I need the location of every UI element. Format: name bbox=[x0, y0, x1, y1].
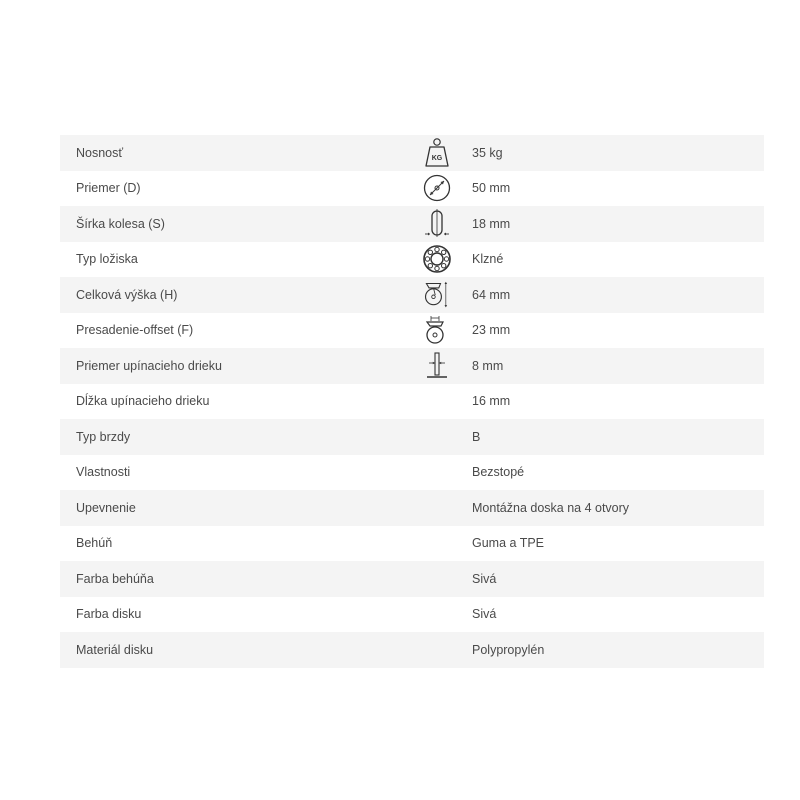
spec-row-properties bbox=[60, 455, 764, 491]
spec-value: 50 mm bbox=[472, 181, 511, 196]
spec-label: Vlastnosti bbox=[76, 465, 131, 480]
total-height-icon bbox=[422, 277, 452, 313]
spec-value: 8 mm bbox=[472, 358, 504, 373]
spec-value: Sivá bbox=[472, 571, 497, 586]
spec-value: 64 mm bbox=[472, 287, 511, 302]
spec-value: Sivá bbox=[472, 607, 497, 622]
spec-value: Guma a TPE bbox=[472, 536, 545, 551]
spec-row-wheel-width bbox=[60, 206, 764, 242]
spec-value: 18 mm bbox=[472, 216, 511, 231]
spec-label: Dĺžka upínacieho drieku bbox=[76, 394, 210, 409]
spec-label: Presadenie-offset (F) bbox=[76, 323, 194, 338]
spec-value: Polypropylén bbox=[472, 642, 545, 657]
spec-label: Typ ložiska bbox=[76, 252, 138, 267]
spec-value: B bbox=[472, 429, 481, 444]
stem-diameter-icon bbox=[422, 348, 452, 384]
spec-row-stem-length bbox=[60, 384, 764, 420]
spec-row-total-height bbox=[60, 277, 764, 313]
spec-value: Bezstopé bbox=[472, 465, 525, 480]
spec-row-tread bbox=[60, 526, 764, 562]
spec-row-bearing-type bbox=[60, 242, 764, 278]
spec-label: Nosnosť bbox=[76, 145, 124, 160]
spec-row-brake-type bbox=[60, 419, 764, 455]
spec-label: Farba behúňa bbox=[76, 571, 154, 586]
spec-row-stem-diameter bbox=[60, 348, 764, 384]
bearing-icon bbox=[422, 242, 452, 278]
spec-row-offset bbox=[60, 313, 764, 349]
spec-value: Montážna doska na 4 otvory bbox=[472, 500, 630, 515]
diameter-icon bbox=[422, 171, 452, 207]
spec-label: Typ brzdy bbox=[76, 429, 131, 444]
spec-label: Materiál disku bbox=[76, 642, 154, 657]
svg-text:KG: KG bbox=[431, 154, 443, 162]
spec-value: 35 kg bbox=[472, 145, 503, 160]
spec-label: Celková výška (H) bbox=[76, 287, 178, 302]
wheel-width-icon bbox=[422, 206, 452, 242]
offset-icon bbox=[422, 313, 452, 349]
spec-label: Upevnenie bbox=[76, 500, 136, 515]
spec-row-mounting bbox=[60, 490, 764, 526]
spec-label: Šírka kolesa (S) bbox=[76, 216, 165, 231]
spec-value: Klzné bbox=[472, 252, 504, 267]
spec-label: Behúň bbox=[76, 536, 113, 551]
spec-row-disc-color bbox=[60, 597, 764, 633]
spec-label: Priemer (D) bbox=[76, 181, 141, 196]
spec-row-load-capacity bbox=[60, 135, 764, 171]
spec-label: Priemer upínacieho drieku bbox=[76, 358, 222, 373]
spec-table bbox=[60, 135, 764, 668]
spec-label: Farba disku bbox=[76, 607, 142, 622]
spec-row-diameter bbox=[60, 171, 764, 207]
spec-value: 16 mm bbox=[472, 394, 511, 409]
weight-kg-icon bbox=[422, 135, 452, 171]
spec-value: 23 mm bbox=[472, 323, 511, 338]
spec-row-disc-material bbox=[60, 632, 764, 668]
spec-row-tread-color bbox=[60, 561, 764, 597]
